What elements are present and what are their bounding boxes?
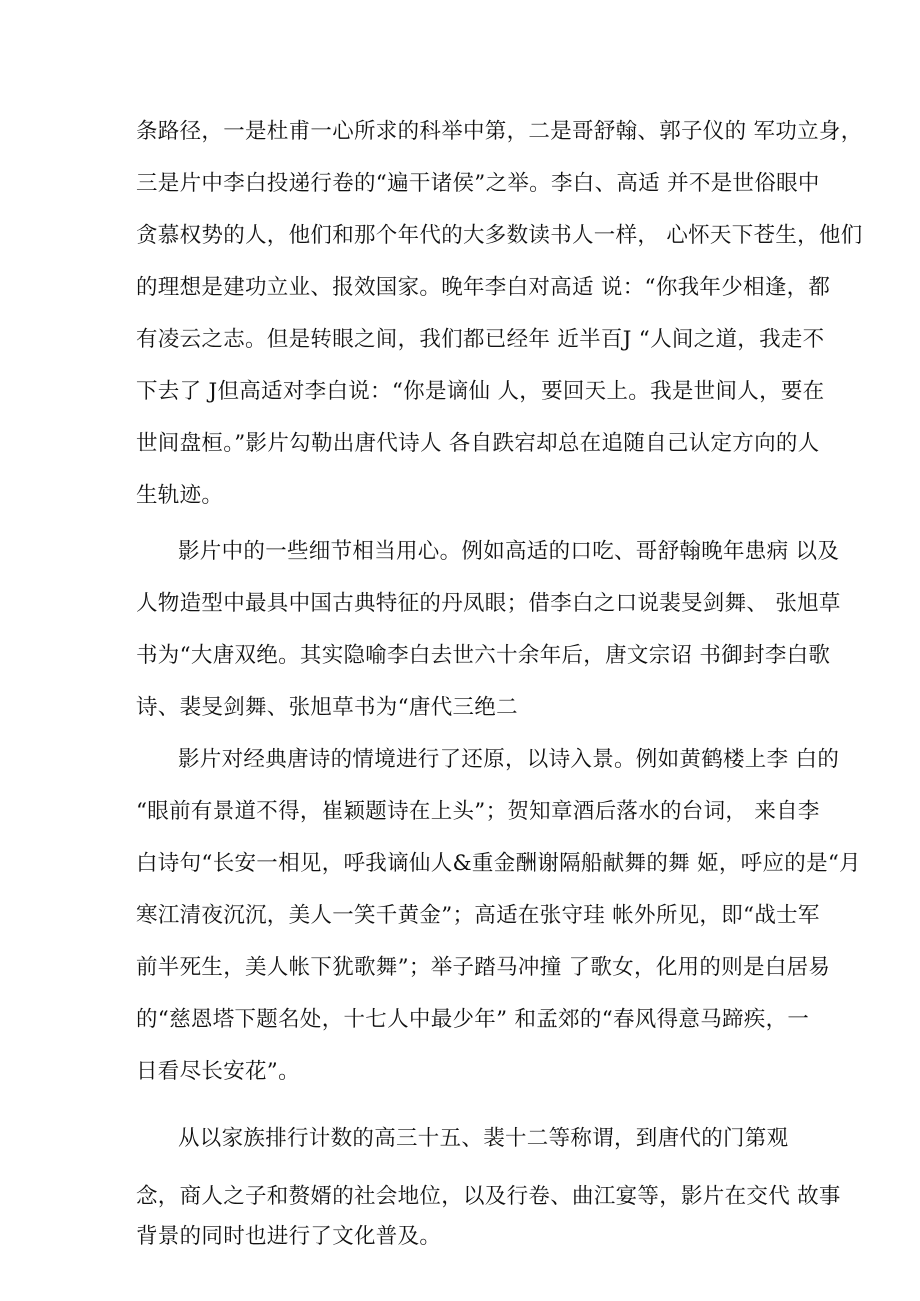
text-line: 从以家族排行计数的高三十五、裴十二等称谓，到唐代的门第观 [178,1126,789,1151]
text-line: 有凌云之志。但是转眼之间，我们都已经年 近半百J “人间之道，我走不 [136,327,825,352]
text-line: 影片对经典唐诗的情境进行了还原，以诗入景。例如黄鹤楼上李 白的 [178,747,840,772]
text-line: “眼前有景道不得，崔颖题诗在上头”；贺知章酒后落水的台词， 来自李 [136,799,820,824]
text-line: 书为“大唐双绝。其实隐喻李白去世六十余年后，唐文宗诏 书御封李白歌 [136,643,831,668]
text-line: 条路径，一是杜甫一心所求的科举中第，二是哥舒翰、郭子仪的 军功立身， [136,119,863,144]
text-line: 人物造型中最具中国古典特征的丹凤眼；借李白之口说裴旻剑舞、 张旭草 [136,591,841,616]
text-line: 三是片中李白投递行卷的“遍干诸侯”之举。李白、高适 并不是世俗眼中 [136,171,820,196]
text-line: 白诗句“长安一相见，呼我谪仙人&重金酬谢隔船献舞的舞 姬，呼应的是“月 [136,851,861,876]
text-line: 世间盘桓。”影片勾勒出唐代诗人 各自跌宕却总在追随自己认定方向的人 [136,431,820,456]
text-line: 日看尽长安花”。 [136,1059,300,1084]
text-line: 下去了 J但高适对李白说：“你是谪仙 人，要回天上。我是世间人，要在 [136,379,825,404]
text-line: 前半死生，美人帐下犹歌舞”；举子踏马冲撞 了歌女，化用的则是白居易 [136,955,831,980]
text-line: 念，商人之子和赘婿的社会地位，以及行卷、曲江宴等，影片在交代 故事 [136,1184,841,1209]
text-line: 影片中的一些细节相当用心。例如高适的口吃、哥舒翰晚年患病 以及 [178,539,840,564]
text-line: 贪慕权势的人，他们和那个年代的大多数读书人一样， 心怀天下苍生，他们 [136,223,863,248]
text-line: 的理想是建功立业、报效国家。晚年李白对高适 说：“你我年少相逢，都 [136,275,831,300]
text-line: 的“慈恩塔下题名处，十七人中最少年” 和孟郊的“春风得意马蹄疾，一 [136,1007,810,1032]
text-line: 寒江清夜沉沉，美人一笑千黄金”；高适在张守珪 帐外所见，即“战士军 [136,903,820,928]
text-line: 背景的同时也进行了文化普及。 [136,1224,442,1249]
text-line: 诗、裴旻剑舞、张旭草书为“唐代三绝二 [136,695,518,720]
text-line: 生轨迹。 [136,483,224,508]
